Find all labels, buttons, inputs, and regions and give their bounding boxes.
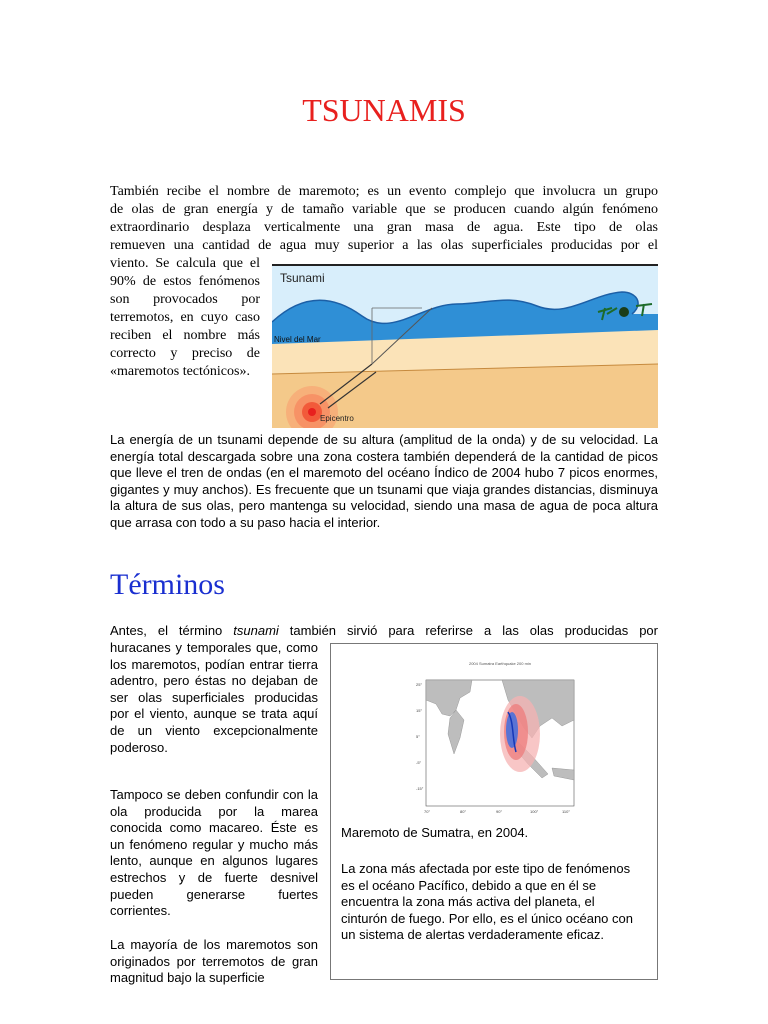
tsunami-label: Tsunami	[280, 271, 325, 285]
energy-paragraph: La energía de un tsunami depende de su altura (amplitud de la onda) y de su velocidad. La energía total descargada sobre una zona costera también dependerá de la cantidad de picos que lleve el tren de ondas (en el maremoto del océano Índico de 2004 hubo 7 picos enormes, gigantes y muy anchos). Es frecuente que un tsunami que viaja grandes distancias, disminuya la altura de sus olas, pero mantenga su velocidad, siendo una masa de agua de poca altura que arrasa con todo a su paso hacia el interior.	[110, 432, 658, 530]
section-heading-terminos: Términos	[110, 568, 225, 601]
svg-text:70°: 70°	[424, 809, 431, 814]
intro-line-1: También recibe el nombre de maremoto; es un evento complejo que involucra un grupo	[110, 184, 658, 199]
terminos-paragraph-1: huracanes y temporales que, como los maremotos, podían entrar tierra adentro, pero éstas no dejaban de ser olas superficiales producidas por el viento, aunque se trata aquí de un viento excepcionalmente poderoso.	[110, 640, 318, 755]
terminos-first-line-a: Antes, el término	[110, 623, 234, 638]
terminos-first-line-b: también sirvió para referirse a las olas producidas por	[278, 623, 658, 638]
terminos-paragraph-2: Tampoco se deben confundir con la ola producida por la marea conocida como macareo. Éste es un fenómeno regular y mucho más lento, aunque en algunos lugares estrechos y de fuerte desnivel pueden generarse fuertes corrientes.	[110, 787, 318, 919]
intro-line-4: remueven una cantidad de agua muy superior a las olas superficiales producidas por el	[110, 238, 658, 253]
page-title: TSUNAMIS	[302, 92, 466, 128]
svg-text:15°: 15°	[416, 708, 423, 713]
intro-line-2: de olas de gran energía y de tamaño variable que se producen cuando algún fenómeno	[110, 202, 658, 217]
epicenter-label: Epicentro	[320, 414, 354, 423]
svg-text:80°: 80°	[460, 809, 467, 814]
figure-caption: Maremoto de Sumatra, en 2004.	[341, 825, 529, 840]
svg-text:5°: 5°	[416, 734, 420, 739]
tsunami-diagram	[272, 264, 658, 428]
svg-text:25°: 25°	[416, 682, 423, 687]
sumatra-map	[412, 656, 588, 820]
figure-box-text: La zona más afectada por este tipo de fenómenos es el océano Pacífico, debido a que en él se encuentra la zona más activa del planeta, el cinturón de fuego. Por ello, es el único océano con un sistema de alertas verdaderamente eficaz.	[341, 861, 633, 943]
svg-text:-5°: -5°	[416, 760, 422, 765]
terminos-first-line	[110, 623, 658, 640]
svg-text:90°: 90°	[496, 809, 503, 814]
intro-line-3: extraordinario desplaza verticalmente una gran masa de agua. Este tipo de olas	[110, 220, 658, 235]
map-title: 2004 Sumatra Earthquake 200 min	[468, 661, 532, 666]
terminos-first-line-em: tsunami	[233, 623, 279, 638]
intro-side-text: viento. Se calcula que el 90% de estos fenómenos son provocados por terremotos, en cuyo caso reciben el nombre más correcto y preciso de «maremotos tectónicos».	[110, 256, 260, 379]
svg-text:-15°: -15°	[416, 786, 424, 791]
svg-text:110°: 110°	[562, 809, 570, 814]
sea-level-label: Nivel del Mar	[274, 335, 321, 344]
terminos-paragraph-3: La mayoría de los maremotos son originados por terremotos de gran magnitud bajo la superficie	[110, 937, 318, 986]
svg-text:100°: 100°	[530, 809, 539, 814]
